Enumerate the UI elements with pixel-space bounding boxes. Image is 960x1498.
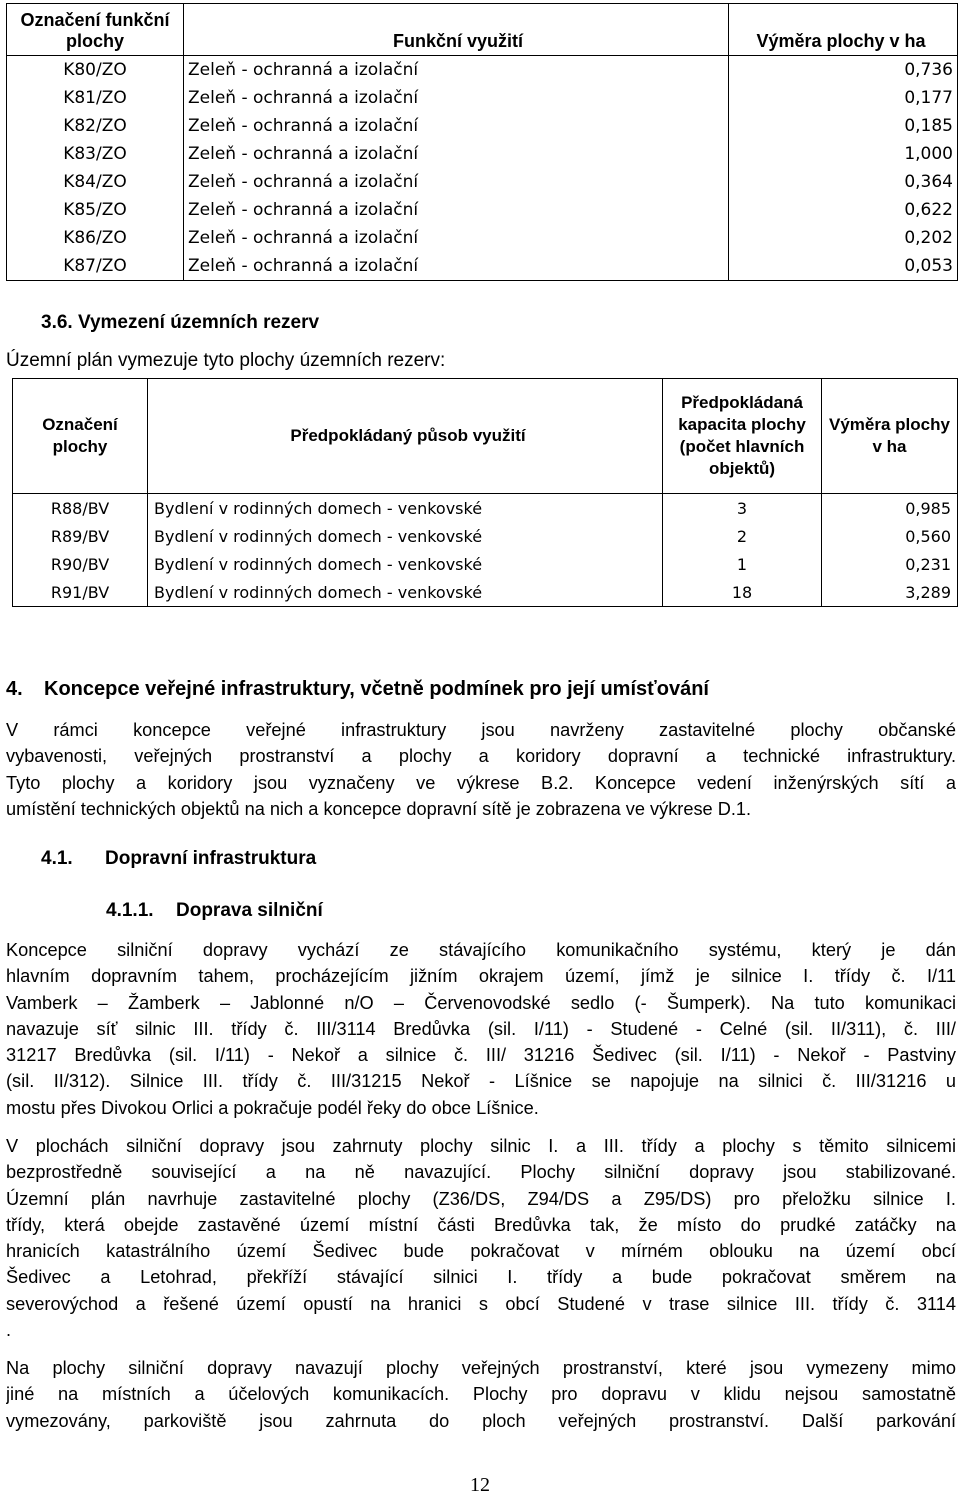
cell-code: K80/ZO [7,56,184,85]
cell-use: Zeleň - ochranná a izolační [184,112,729,140]
section-title: Dopravní infrastruktura [105,848,317,869]
table-row [7,56,958,85]
land-use-table [6,3,958,281]
section-heading-4-1-1 [106,900,323,922]
paragraph-line: Tyto plochy a koridory jsou vyznačeny ve výkrese B.2. Koncepce vedení inženýrských sítí a [6,772,956,793]
cell-area: 0,185 [729,112,958,140]
table-row [7,252,958,281]
cell-use: Zeleň - ochranná a izolační [184,196,729,224]
paragraph-line: vybavenosti, veřejných prostranství a plochy a koridory dopravní a technické infrastruktury. [6,746,956,767]
header-designation: Označení plochy [13,379,148,494]
table-row [7,196,958,224]
paragraph-line: navazuje síť silnic III. třídy č. III/3114 Bredůvka (sil. I/11) - Studené - Celné (sil. II/311), č. III/ [6,1018,956,1039]
cell-area: 0,202 [729,224,958,252]
cell-area: 3,289 [822,578,958,607]
section-heading-4 [6,678,709,701]
table-row [7,84,958,112]
cell-code: K84/ZO [7,168,184,196]
table-header-row [7,4,958,56]
cell-code: R90/BV [13,550,148,578]
table-row [13,550,958,578]
cell-area: 0,231 [822,550,958,578]
paragraph-line: . [6,1320,12,1341]
cell-use: Bydlení v rodinných domech - venkovské [148,578,663,607]
table-row [13,522,958,550]
cell-code: K86/ZO [7,224,184,252]
paragraph-line: severovýchod a řešené území opustí na hranici s obcí Studené v trase silnice III. třídy č. 3114 [6,1293,956,1314]
paragraph-line: 31217 Bredůvka (sil. I/11) - Nekoř a silnice č. III/ 31216 Šedivec (sil. I/11) - Nekoř - Pastviny [6,1045,956,1066]
paragraph-line: hlavním dopravním tahem, procházejícím jižním okrajem území, jímž je silnice I. třídy č. I/11 [6,966,956,987]
section-heading-3-6: 3.6. Vymezení územních rezerv [41,312,320,333]
paragraph-line: (sil. II/312). Silnice III. třídy č. III/31215 Nekoř - Líšnice se napojuje na silnici č. III/31216 u [6,1071,956,1092]
section-number: 4.1. [41,848,73,869]
paragraph-line: V rámci koncepce veřejné infrastruktury jsou navrženy zastavitelné plochy občanské [6,720,956,740]
table-row [7,224,958,252]
cell-area: 0,985 [822,494,958,523]
header-area: Výměra plochy v ha [822,379,958,494]
cell-code: K87/ZO [7,252,184,281]
cell-area: 0,622 [729,196,958,224]
header-use: Předpokládaný působ využití [148,379,663,494]
table-row [7,140,958,168]
paragraph-line: Územní plán navrhuje zastavitelné plochy (Z36/DS, Z94/DS a Z95/DS) pro přeložku silnice I. [6,1188,956,1209]
cell-use: Bydlení v rodinných domech - venkovské [148,494,663,523]
page-number: 12 [470,1474,490,1496]
paragraph-line: mostu přes Divokou Orlici a pokračuje podél řeky do obce Líšnice. [6,1097,539,1118]
section-number: 4. [6,678,23,700]
paragraph-line: Šedivec a Letohrad, překříží stávající silnici I. třídy a bude pokračovat směrem na [6,1267,956,1288]
cell-use: Zeleň - ochranná a izolační [184,140,729,168]
paragraph-line: umístění technických objektů na nich a koncepce dopravní sítě je zobrazena ve výkrese D.1. [6,798,752,819]
cell-capacity: 2 [663,522,822,550]
table-row [13,578,958,607]
header-designation: Označení funkční plochy [7,4,184,56]
cell-area: 0,560 [822,522,958,550]
cell-capacity: 1 [663,550,822,578]
cell-use: Zeleň - ochranná a izolační [184,84,729,112]
header-capacity: Předpokládaná kapacita plochy (počet hlavních objektů) [663,379,822,494]
paragraph-line: hranicích katastrálního území Šedivec bude pokračovat v mírném oblouku na území obcí [6,1241,956,1262]
cell-area: 0,177 [729,84,958,112]
table-row [7,168,958,196]
section-title: Doprava silniční [176,900,323,921]
cell-area: 0,053 [729,252,958,281]
table-row [7,112,958,140]
cell-area: 1,000 [729,140,958,168]
paragraph-line: vymezovány, parkoviště jsou zahrnuta do ploch veřejných prostranství. Další parkování [6,1410,956,1431]
section-number: 4.1.1. [106,900,154,921]
cell-code: R91/BV [13,578,148,607]
paragraph-infrastructure-concept [6,717,956,822]
cell-area: 0,364 [729,168,958,196]
cell-code: K82/ZO [7,112,184,140]
paragraph-line: Koncepce silniční dopravy vychází ze stávajícího komunikačního systému, který je dán [6,940,956,960]
table-row [13,494,958,523]
cell-use: Bydlení v rodinných domech - venkovské [148,550,663,578]
cell-use: Zeleň - ochranná a izolační [184,56,729,85]
paragraph-line: bezprostředně související a na ně navazující. Plochy silniční dopravy jsou stabilizované. [6,1162,956,1183]
reserves-intro: Územní plán vymezuje tyto plochy územních rezerv: [6,350,446,371]
header-area: Výměra plochy v ha [729,4,958,56]
cell-code: K85/ZO [7,196,184,224]
table-header-row [13,379,958,494]
paragraph-line: V plochách silniční dopravy jsou zahrnuty plochy silnic I. a III. třídy a plochy s těmito silnicemi [6,1136,956,1156]
paragraph-line: jiné na místních a účelových komunikacích. Plochy pro dopravu v klidu nejsou samostatně [6,1384,956,1405]
paragraph-line: třídy, která obejde zastavěné území místní části Bredůvka tak, že místo do prudké zatáčky na [6,1214,956,1235]
paragraph-road-concept [6,937,956,1121]
cell-use: Zeleň - ochranná a izolační [184,168,729,196]
cell-capacity: 18 [663,578,822,607]
cell-code: K83/ZO [7,140,184,168]
reserves-table [12,378,958,607]
cell-code: R89/BV [13,522,148,550]
cell-capacity: 3 [663,494,822,523]
paragraph-line: Na plochy silniční dopravy navazují plochy veřejných prostranství, které jsou vymezeny mimo [6,1358,956,1378]
section-title: Koncepce veřejné infrastruktury, včetně podmínek pro její umísťování [44,678,709,700]
header-function: Funkční využití [184,4,729,56]
cell-area: 0,736 [729,56,958,85]
paragraph-line: Vamberk – Žamberk – Jablonné n/O – Červenovodské sedlo (- Šumperk). Na tuto komunikaci [6,992,956,1013]
cell-code: K81/ZO [7,84,184,112]
cell-code: R88/BV [13,494,148,523]
section-heading-4-1 [41,848,316,870]
paragraph-road-areas [6,1133,956,1343]
paragraph-public-spaces [6,1355,956,1434]
cell-use: Zeleň - ochranná a izolační [184,224,729,252]
cell-use: Bydlení v rodinných domech - venkovské [148,522,663,550]
cell-use: Zeleň - ochranná a izolační [184,252,729,281]
